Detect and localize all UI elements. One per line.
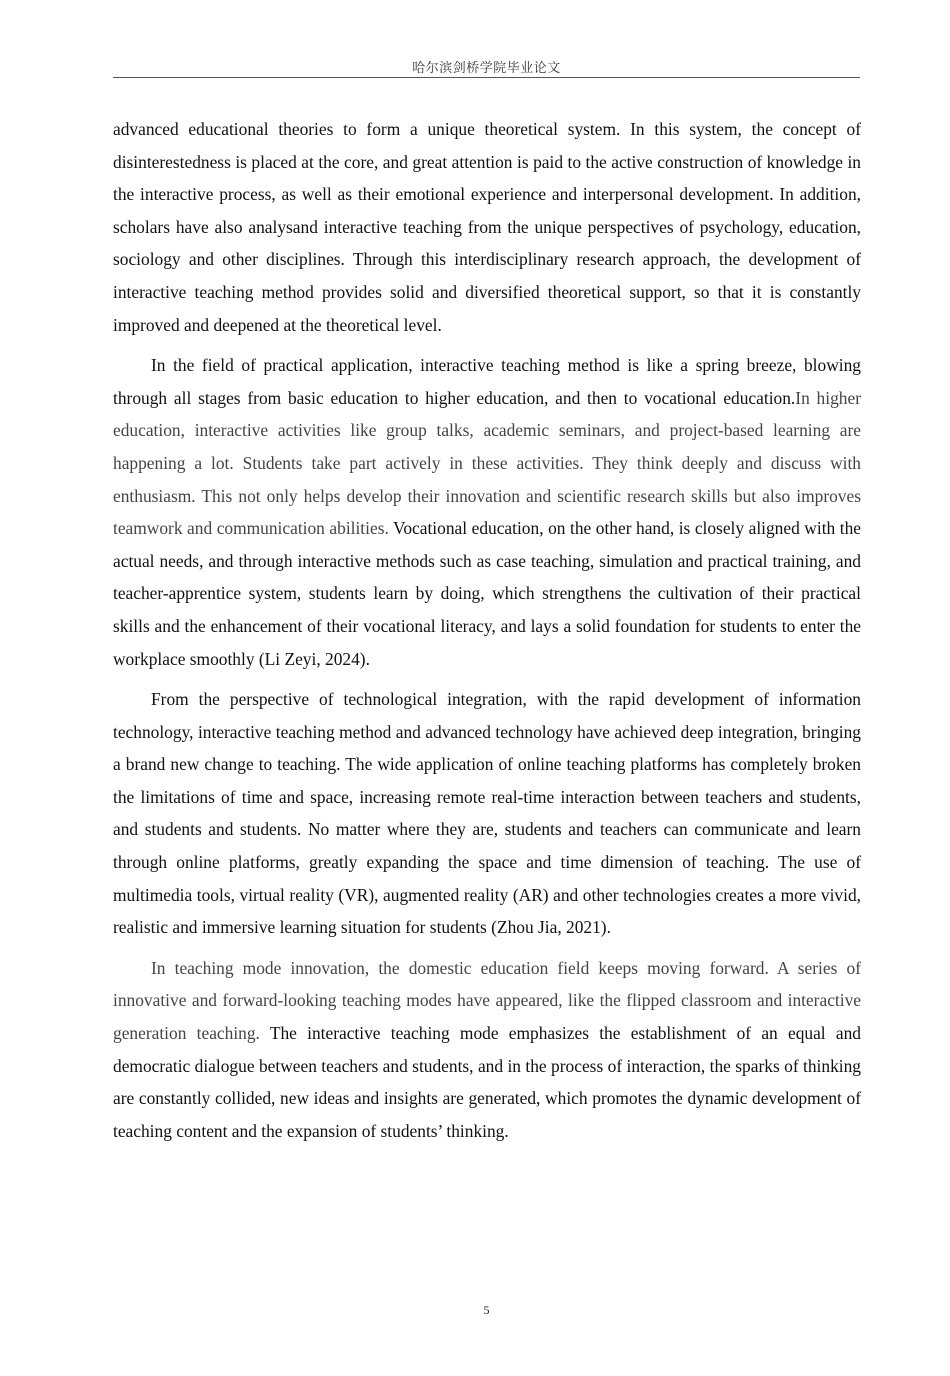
- paragraph-3-text: From the perspective of technological integration, with the rapid development of information technology, interactive teaching method and advanced technology have achieved deep integration, bringing a brand new change to teaching. The wide application of online teaching platforms has completely broken the limitations of time and space, increasing remote real-time interaction between teachers and students, and students and students. No matter where they are, students and teachers can communicate and learn through online platforms, greatly expanding the space and time dimension of teaching. The use of multimedia tools, virtual reality (VR), augmented reality (AR) and other technologies creates a more vivid, realistic and immersive learning situation for students (Zhou Jia, 2021).: [113, 689, 861, 938]
- paragraph-2-text-c: Vocational education, on the other hand, is closely aligned with the actual needs, and through interactive methods such as case teaching, simulation and practical training, and teacher-apprentice system, students learn by doing, which strengthens the cultivation of their practical skills and the enhancement of their vocational literacy, and lays a solid foundation for students to enter the workplace smoothly (Li Zeyi, 2024).: [113, 518, 861, 669]
- page-number: 5: [483, 1303, 490, 1317]
- paragraph-1: [113, 113, 861, 341]
- running-header: 哈尔滨剑桥学院毕业论文: [412, 61, 561, 76]
- paragraph-2: [113, 349, 861, 675]
- paragraph-2-text-a: In the field of practical application, interactive teaching method is like a spring breeze, blowing through all stages from basic education to higher education, and then to vocational education.: [113, 355, 861, 408]
- body-text: [113, 113, 861, 1155]
- paragraph-4-text-b: The interactive teaching mode emphasizes the establishment of an equal and democratic dialogue between teachers and students, and in the process of interaction, the sparks of thinking are constantly collided, new ideas and insights are generated, which promotes the dynamic development of teaching content and the expansion of students’ thinking.: [113, 1023, 861, 1141]
- paragraph-4: [113, 952, 861, 1148]
- paragraph-1-text: advanced educational theories to form a unique theoretical system. In this system, the concept of disinterestedness is placed at the core, and great attention is paid to the active construction of knowledge in the interactive process, as well as their emotional experience and interpersonal development. In addition, scholars have also analysand interactive teaching from the unique perspectives of psychology, education, sociology and other disciplines. Through this interdisciplinary research approach, the development of interactive teaching method provides solid and diversified theoretical support, so that it is constantly improved and deepened at the theoretical level.: [113, 119, 861, 335]
- header-rule: [113, 77, 860, 78]
- paragraph-2-text-b: In higher education, interactive activities like group talks, academic seminars, and project-based learning are happening a lot. Students take part actively in these activities. They think deeply and discuss with enthusiasm. This not only helps develop their innovation and scientific research skills but also improves teamwork and communication abilities.: [113, 387, 861, 539]
- paragraph-4-text-a: In teaching mode innovation, the domestic education field keeps moving forward. A series of innovative and forward-looking teaching modes have appeared, like the flipped classroom and interactive generation teaching.: [113, 957, 861, 1044]
- paragraph-3: [113, 683, 861, 944]
